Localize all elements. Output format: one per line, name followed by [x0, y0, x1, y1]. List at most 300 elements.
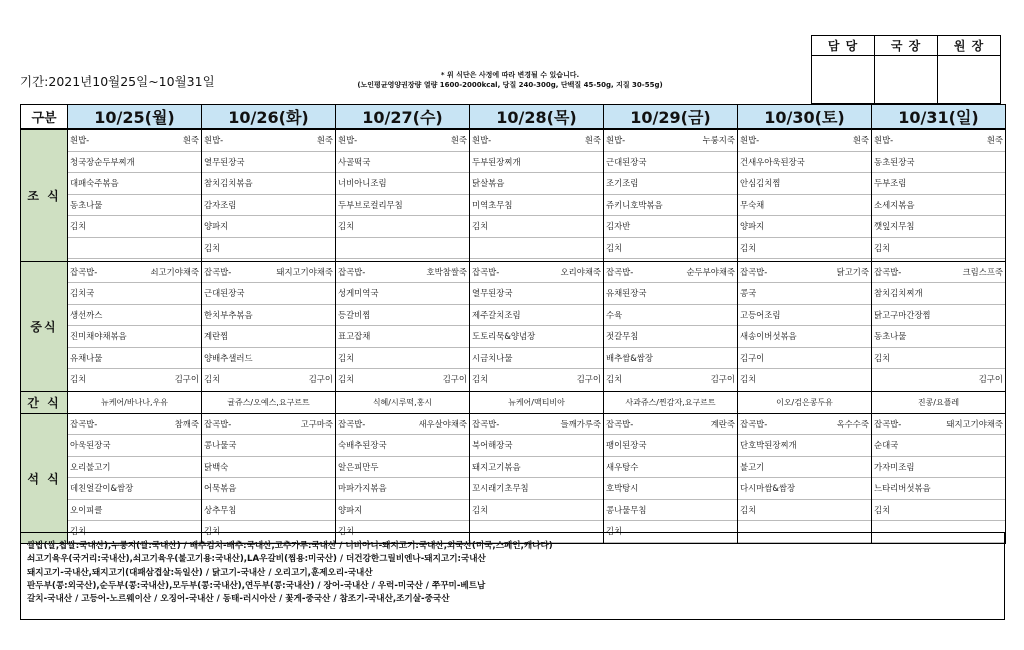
menu-item: 참치김치찌개 — [874, 288, 923, 298]
porridge-item: 크림스프죽 — [962, 266, 1003, 277]
notice-line-1: * 위 식단은 사정에 따라 변경될 수 있습니다. — [440, 71, 580, 79]
column-header-day: 10/27(수) — [336, 105, 470, 130]
dinner-cell — [872, 413, 1006, 543]
rice-item: 흰밥- — [472, 135, 492, 145]
menu-line — [68, 348, 201, 370]
menu-line — [336, 478, 469, 500]
menu-line — [68, 478, 201, 500]
menu-line — [604, 173, 737, 195]
menu-item: 닭고구마간장찜 — [874, 309, 931, 320]
menu-line-rice — [202, 414, 335, 436]
menu-line — [738, 457, 871, 479]
menu-line-rice — [202, 262, 335, 284]
row-label-lunch: 중식 — [21, 261, 68, 391]
menu-line-last — [738, 369, 871, 391]
menu-item: 김치 — [874, 242, 891, 253]
menu-item: 아욱된장국 — [70, 440, 111, 450]
menu-item: 김구이 — [710, 374, 735, 384]
menu-line — [738, 152, 871, 174]
dinner-cell — [604, 413, 738, 543]
menu-item: 김치 — [70, 526, 87, 536]
menu-line — [604, 457, 737, 479]
menu-item: 김구이 — [174, 374, 199, 384]
rice-item: 잡곡밥- — [338, 266, 366, 277]
menu-line — [872, 457, 1005, 479]
menu-item: 김치 — [204, 526, 221, 536]
menu-line-last — [202, 369, 335, 391]
menu-line — [872, 195, 1005, 217]
menu-item: 북어해장국 — [472, 440, 513, 450]
menu-item: 김치 — [874, 504, 891, 515]
porridge-item: 흰죽 — [584, 135, 601, 145]
menu-line — [738, 238, 871, 260]
menu-line — [470, 500, 603, 522]
menu-item: 성게미역국 — [338, 288, 379, 298]
column-header-day: 10/30(토) — [738, 105, 872, 130]
menu-line-rice — [336, 130, 469, 152]
row-label-snack: 간 식 — [21, 391, 68, 413]
lunch-cell — [872, 261, 1006, 391]
menu-item: 양배추샐러드 — [204, 352, 253, 363]
menu-line — [202, 195, 335, 217]
porridge-item: 흰죽 — [316, 135, 333, 145]
menu-line — [202, 435, 335, 457]
menu-line-last — [470, 369, 603, 391]
menu-period: 기간:2021년10월25일~10월31일 — [20, 74, 215, 89]
menu-line — [470, 195, 603, 217]
porridge-item: 흰죽 — [450, 135, 467, 145]
menu-line — [738, 216, 871, 238]
porridge-item: 계란죽 — [710, 418, 735, 429]
menu-line-rice — [470, 262, 603, 284]
menu-item: 알은피만두 — [338, 461, 379, 472]
menu-item: 도토리묵&양념장 — [472, 331, 536, 341]
menu-item: 두부조림 — [874, 178, 907, 188]
porridge-item: 돼지고기야채죽 — [946, 418, 1003, 429]
menu-line — [470, 152, 603, 174]
menu-line — [336, 238, 469, 260]
rice-item: 잡곡밥- — [70, 418, 98, 429]
menu-item: 양파지 — [204, 221, 229, 231]
menu-line — [336, 500, 469, 522]
approval-sign-director — [875, 56, 938, 104]
menu-line — [336, 326, 469, 348]
menu-item: 돼지고기볶음 — [472, 461, 521, 472]
menu-item: 김치 — [338, 374, 355, 384]
menu-item: 계란찜 — [204, 331, 229, 341]
menu-item: 김치국 — [70, 288, 95, 298]
menu-line — [604, 435, 737, 457]
menu-line — [738, 326, 871, 348]
menu-line — [872, 216, 1005, 238]
menu-item: 김치 — [740, 374, 757, 384]
menu-item: 근대된장국 — [204, 288, 245, 298]
menu-line — [738, 478, 871, 500]
rice-item: 흰밥- — [204, 135, 224, 145]
menu-line — [604, 283, 737, 305]
menu-item: 두부브로컬리무침 — [338, 199, 403, 210]
menu-item: 새송이버섯볶음 — [740, 331, 797, 341]
menu-item: 마파가지볶음 — [338, 483, 387, 493]
menu-item: 등갈비찜 — [338, 309, 371, 320]
menu-line — [470, 305, 603, 327]
menu-line — [68, 500, 201, 522]
menu-item: 근대된장국 — [606, 156, 647, 167]
column-header-day: 10/25(월) — [68, 105, 202, 130]
menu-line — [872, 478, 1005, 500]
menu-item: 상추무침 — [204, 504, 237, 515]
menu-line — [336, 305, 469, 327]
menu-line — [68, 152, 201, 174]
rice-item: 흰밥- — [874, 135, 894, 145]
menu-item: 동초나물 — [70, 199, 103, 210]
menu-item: 양파지 — [338, 504, 363, 515]
menu-line — [470, 326, 603, 348]
menu-line-rice — [738, 262, 871, 284]
menu-item: 새우탕수 — [606, 461, 639, 472]
menu-item: 김구이 — [978, 374, 1003, 384]
lunch-cell — [336, 261, 470, 391]
menu-line — [336, 457, 469, 479]
menu-item: 김치 — [204, 374, 221, 384]
rice-item: 잡곡밥- — [740, 418, 768, 429]
menu-line — [470, 348, 603, 370]
origin-line: 판두부(콩:외국산),순두부(콩:국내산),모두부(콩:국내산),연두부(콩:국내산) / 장어-국내산 / 우럭-미국산 / 쭈꾸미-베트남 — [27, 580, 486, 591]
menu-item: 불고기 — [740, 461, 765, 472]
menu-item: 제주갈치조림 — [472, 309, 521, 320]
porridge-item: 옥수수죽 — [836, 418, 869, 429]
notice — [340, 70, 680, 90]
menu-line — [604, 348, 737, 370]
menu-line — [470, 457, 603, 479]
porridge-item: 호박참쌀죽 — [426, 266, 467, 277]
origin-line: 쌀밥(쌀,찹쌀:국내산),누룽지(쌀:국내산) / 배추김치-배추:국내산,고추가루:국내산 / 너비아니-돼지고기:국내산,외국산(미국,스페인,캐나다) — [27, 541, 553, 551]
menu-line — [202, 500, 335, 522]
menu-item: 김치 — [338, 221, 355, 231]
lunch-cell — [202, 261, 336, 391]
snack-cell: 뉴케어/맥티비아 — [470, 391, 604, 413]
menu-line-rice — [68, 414, 201, 436]
menu-line — [202, 457, 335, 479]
rice-item: 잡곡밥- — [874, 266, 902, 277]
menu-line — [872, 500, 1005, 522]
menu-line — [738, 173, 871, 195]
menu-line — [738, 348, 871, 370]
menu-item: 대패숙주볶음 — [70, 178, 119, 188]
porridge-item: 새우살야채죽 — [418, 418, 467, 429]
rice-item: 흰밥- — [338, 135, 358, 145]
menu-item: 데친얼갈이&쌈장 — [70, 483, 134, 493]
menu-line — [872, 305, 1005, 327]
row-label-dinner: 석 식 — [21, 413, 68, 543]
menu-line-rice — [604, 414, 737, 436]
menu-item: 미역초무침 — [472, 199, 513, 210]
menu-item: 김치 — [606, 242, 623, 253]
snack-cell: 진콩/요플레 — [872, 391, 1006, 413]
menu-line — [68, 283, 201, 305]
breakfast-cell — [202, 129, 336, 261]
menu-line — [872, 326, 1005, 348]
menu-item: 유채된장국 — [606, 288, 647, 298]
menu-line — [738, 500, 871, 522]
approval-sign-manager — [812, 56, 875, 104]
menu-line — [470, 435, 603, 457]
menu-line-rice — [336, 262, 469, 284]
menu-line — [470, 283, 603, 305]
menu-item: 팽이된장국 — [606, 440, 647, 450]
menu-item: 김치 — [338, 526, 355, 536]
column-header-day: 10/29(금) — [604, 105, 738, 130]
menu-line — [202, 152, 335, 174]
menu-item: 김치 — [606, 526, 623, 536]
menu-item: 양파지 — [740, 221, 765, 231]
rice-item: 잡곡밥- — [204, 418, 232, 429]
approval-label-head: 원 장 — [938, 36, 1001, 56]
menu-item: 무숙채 — [740, 199, 765, 210]
menu-item: 열무된장국 — [472, 288, 513, 298]
lunch-cell — [604, 261, 738, 391]
menu-line — [68, 238, 201, 260]
menu-item: 김치 — [874, 352, 891, 363]
breakfast-cell — [68, 129, 202, 261]
menu-item: 김치 — [70, 374, 87, 384]
menu-line — [604, 238, 737, 260]
breakfast-cell — [336, 129, 470, 261]
menu-line-rice — [872, 130, 1005, 152]
menu-line-last — [336, 369, 469, 391]
menu-item: 표고잡채 — [338, 331, 371, 341]
menu-line — [68, 435, 201, 457]
row-label-breakfast: 조 식 — [21, 129, 68, 261]
lunch-cell — [470, 261, 604, 391]
menu-line — [68, 305, 201, 327]
menu-item: 한치부추볶음 — [204, 309, 253, 320]
approval-label-manager: 담 당 — [812, 36, 875, 56]
rice-item: 흰밥- — [606, 135, 626, 145]
menu-line — [872, 238, 1005, 260]
menu-line — [604, 305, 737, 327]
menu-item: 참치김치볶음 — [204, 178, 253, 188]
menu-line-rice — [470, 130, 603, 152]
porridge-item: 흰죽 — [852, 135, 869, 145]
menu-line-rice — [738, 414, 871, 436]
menu-line — [202, 238, 335, 260]
menu-item: 어묵볶음 — [204, 483, 237, 493]
menu-line-rice — [604, 130, 737, 152]
menu-line-rice — [68, 130, 201, 152]
menu-item: 콩나물무침 — [606, 504, 647, 515]
porridge-item: 쇠고기야채죽 — [150, 266, 199, 277]
menu-line-rice — [68, 262, 201, 284]
menu-item: 김구이 — [576, 374, 601, 384]
menu-line — [202, 173, 335, 195]
menu-line — [68, 195, 201, 217]
menu-item: 사골떡국 — [338, 156, 371, 167]
rice-item: 잡곡밥- — [204, 266, 232, 277]
approval-label-director: 국 장 — [875, 36, 938, 56]
breakfast-cell — [738, 129, 872, 261]
menu-line — [604, 216, 737, 238]
menu-line — [336, 283, 469, 305]
rice-item: 잡곡밥- — [740, 266, 768, 277]
column-header-day: 10/31(일) — [872, 105, 1006, 130]
dinner-cell — [336, 413, 470, 543]
rice-item: 잡곡밥- — [70, 266, 98, 277]
menu-line — [202, 283, 335, 305]
menu-item: 김치 — [740, 242, 757, 253]
menu-line — [336, 435, 469, 457]
menu-item: 김치 — [70, 221, 87, 231]
menu-item: 소세지볶음 — [874, 199, 915, 210]
menu-line — [738, 195, 871, 217]
dinner-cell — [470, 413, 604, 543]
menu-line — [68, 216, 201, 238]
menu-item: 김치 — [472, 221, 489, 231]
porridge-item: 들깨가루죽 — [560, 418, 601, 429]
menu-item: 조기조림 — [606, 178, 639, 188]
snack-cell: 식혜/시루떡,홍시 — [336, 391, 470, 413]
menu-line-last — [604, 369, 737, 391]
lunch-cell — [738, 261, 872, 391]
menu-item: 김치 — [472, 504, 489, 515]
menu-line — [336, 173, 469, 195]
origin-line: 돼지고기-국내산,돼지고기(대패삼겹살:독일산) / 닭고기-국내산 / 오리고기,훈제오리-국내산 — [27, 567, 373, 578]
rice-item: 흰밥- — [70, 135, 90, 145]
porridge-item: 닭고기죽 — [836, 266, 869, 277]
menu-line — [604, 326, 737, 348]
rice-item: 잡곡밥- — [606, 266, 634, 277]
menu-line-rice — [470, 414, 603, 436]
menu-item: 김구이 — [308, 374, 333, 384]
menu-item: 김치 — [472, 374, 489, 384]
menu-item: 고등어조림 — [740, 309, 781, 320]
menu-item: 너비아니조림 — [338, 178, 387, 188]
rice-item: 잡곡밥- — [472, 418, 500, 429]
menu-line — [336, 152, 469, 174]
breakfast-cell — [470, 129, 604, 261]
porridge-item: 순두부야채죽 — [686, 266, 735, 277]
menu-item: 배추쌈&쌈장 — [606, 352, 653, 363]
menu-item: 꼬시래기초무침 — [472, 483, 529, 493]
dinner-cell — [202, 413, 336, 543]
menu-line — [68, 326, 201, 348]
menu-item: 김치 — [740, 504, 757, 515]
porridge-item: 참깨죽 — [174, 418, 199, 429]
menu-item: 열무된장국 — [204, 156, 245, 167]
rice-item: 잡곡밥- — [472, 266, 500, 277]
menu-item: 쥬키니호박볶음 — [606, 199, 663, 210]
menu-line-last — [872, 369, 1005, 391]
porridge-item: 누룽지죽 — [702, 135, 735, 145]
menu-line — [202, 216, 335, 238]
breakfast-cell — [604, 129, 738, 261]
rice-item: 잡곡밥- — [338, 418, 366, 429]
menu-line — [604, 195, 737, 217]
menu-line — [872, 348, 1005, 370]
porridge-item: 고구마죽 — [300, 418, 333, 429]
menu-item: 청국장순두부찌개 — [70, 156, 135, 167]
porridge-item: 흰죽 — [182, 135, 199, 145]
porridge-item: 흰죽 — [986, 135, 1003, 145]
approval-box — [811, 35, 1001, 104]
menu-item: 진미채야채볶음 — [70, 331, 127, 341]
menu-line — [872, 283, 1005, 305]
menu-item: 김치 — [606, 374, 623, 384]
menu-line — [202, 348, 335, 370]
menu-item: 감자조림 — [204, 199, 237, 210]
menu-line — [470, 173, 603, 195]
menu-line-rice — [604, 262, 737, 284]
rice-item: 잡곡밥- — [874, 418, 902, 429]
menu-line — [68, 173, 201, 195]
menu-line — [604, 152, 737, 174]
menu-line-rice — [202, 130, 335, 152]
approval-sign-head — [938, 56, 1001, 104]
menu-line — [68, 457, 201, 479]
weekly-menu-table — [20, 104, 1006, 544]
column-header-day: 10/28(목) — [470, 105, 604, 130]
menu-line — [738, 305, 871, 327]
menu-item: 안심김치찜 — [740, 178, 781, 188]
snack-cell: 뉴케어/바나나,우유 — [68, 391, 202, 413]
column-header-category: 구분 — [21, 105, 68, 130]
dinner-cell — [738, 413, 872, 543]
menu-line — [470, 216, 603, 238]
menu-line — [872, 152, 1005, 174]
origin-line: 갈치-국내산 / 고등어-노르웨이산 / 오징어-국내산 / 동태-러시아산 / 꽃게-중국산 / 참조기-국내산,조기살-중국산 — [27, 594, 450, 605]
rice-item: 잡곡밥- — [606, 418, 634, 429]
menu-line-rice — [336, 414, 469, 436]
menu-line — [738, 435, 871, 457]
menu-item: 생선까스 — [70, 309, 103, 320]
menu-item: 김치 — [338, 352, 355, 363]
menu-item: 느타리버섯볶음 — [874, 483, 931, 493]
menu-line — [470, 478, 603, 500]
menu-line — [604, 478, 737, 500]
menu-item: 수육 — [606, 309, 623, 320]
menu-line-last — [68, 369, 201, 391]
snack-cell: 이오/검은콩두유 — [738, 391, 872, 413]
menu-item: 두부된장찌개 — [472, 156, 521, 167]
menu-line — [202, 478, 335, 500]
menu-line-rice — [872, 262, 1005, 284]
menu-item: 다시마쌈&쌈장 — [740, 483, 796, 493]
menu-item: 단호박된장찌개 — [740, 440, 797, 450]
menu-line — [872, 173, 1005, 195]
menu-line — [336, 195, 469, 217]
menu-item: 깻잎지무침 — [874, 221, 915, 231]
menu-item: 시금치나물 — [472, 352, 513, 363]
menu-item: 유채나물 — [70, 352, 103, 363]
menu-line — [336, 216, 469, 238]
menu-item: 젓갈무침 — [606, 331, 639, 341]
menu-item: 오리불고기 — [70, 461, 111, 472]
menu-item: 콩나물국 — [204, 440, 237, 450]
menu-item: 김구이 — [442, 374, 467, 384]
menu-item: 호박탕시 — [606, 483, 639, 493]
menu-item: 동초나물 — [874, 331, 907, 341]
menu-line-rice — [738, 130, 871, 152]
menu-item: 건새우아욱된장국 — [740, 156, 805, 167]
dinner-cell — [68, 413, 202, 543]
origin-info — [20, 532, 1005, 620]
porridge-item: 돼지고기야채죽 — [276, 266, 333, 277]
menu-item: 순대국 — [874, 440, 899, 450]
menu-line — [738, 283, 871, 305]
menu-line — [872, 435, 1005, 457]
origin-line: 쇠고기육우(국거리:국내산),쇠고기육우(불고기용:국내산),LA우갈비(찜용:미국산) / 더건강한그릴비엔나-돼지고기:국내산 — [27, 554, 486, 565]
menu-item: 가자미조림 — [874, 461, 915, 472]
